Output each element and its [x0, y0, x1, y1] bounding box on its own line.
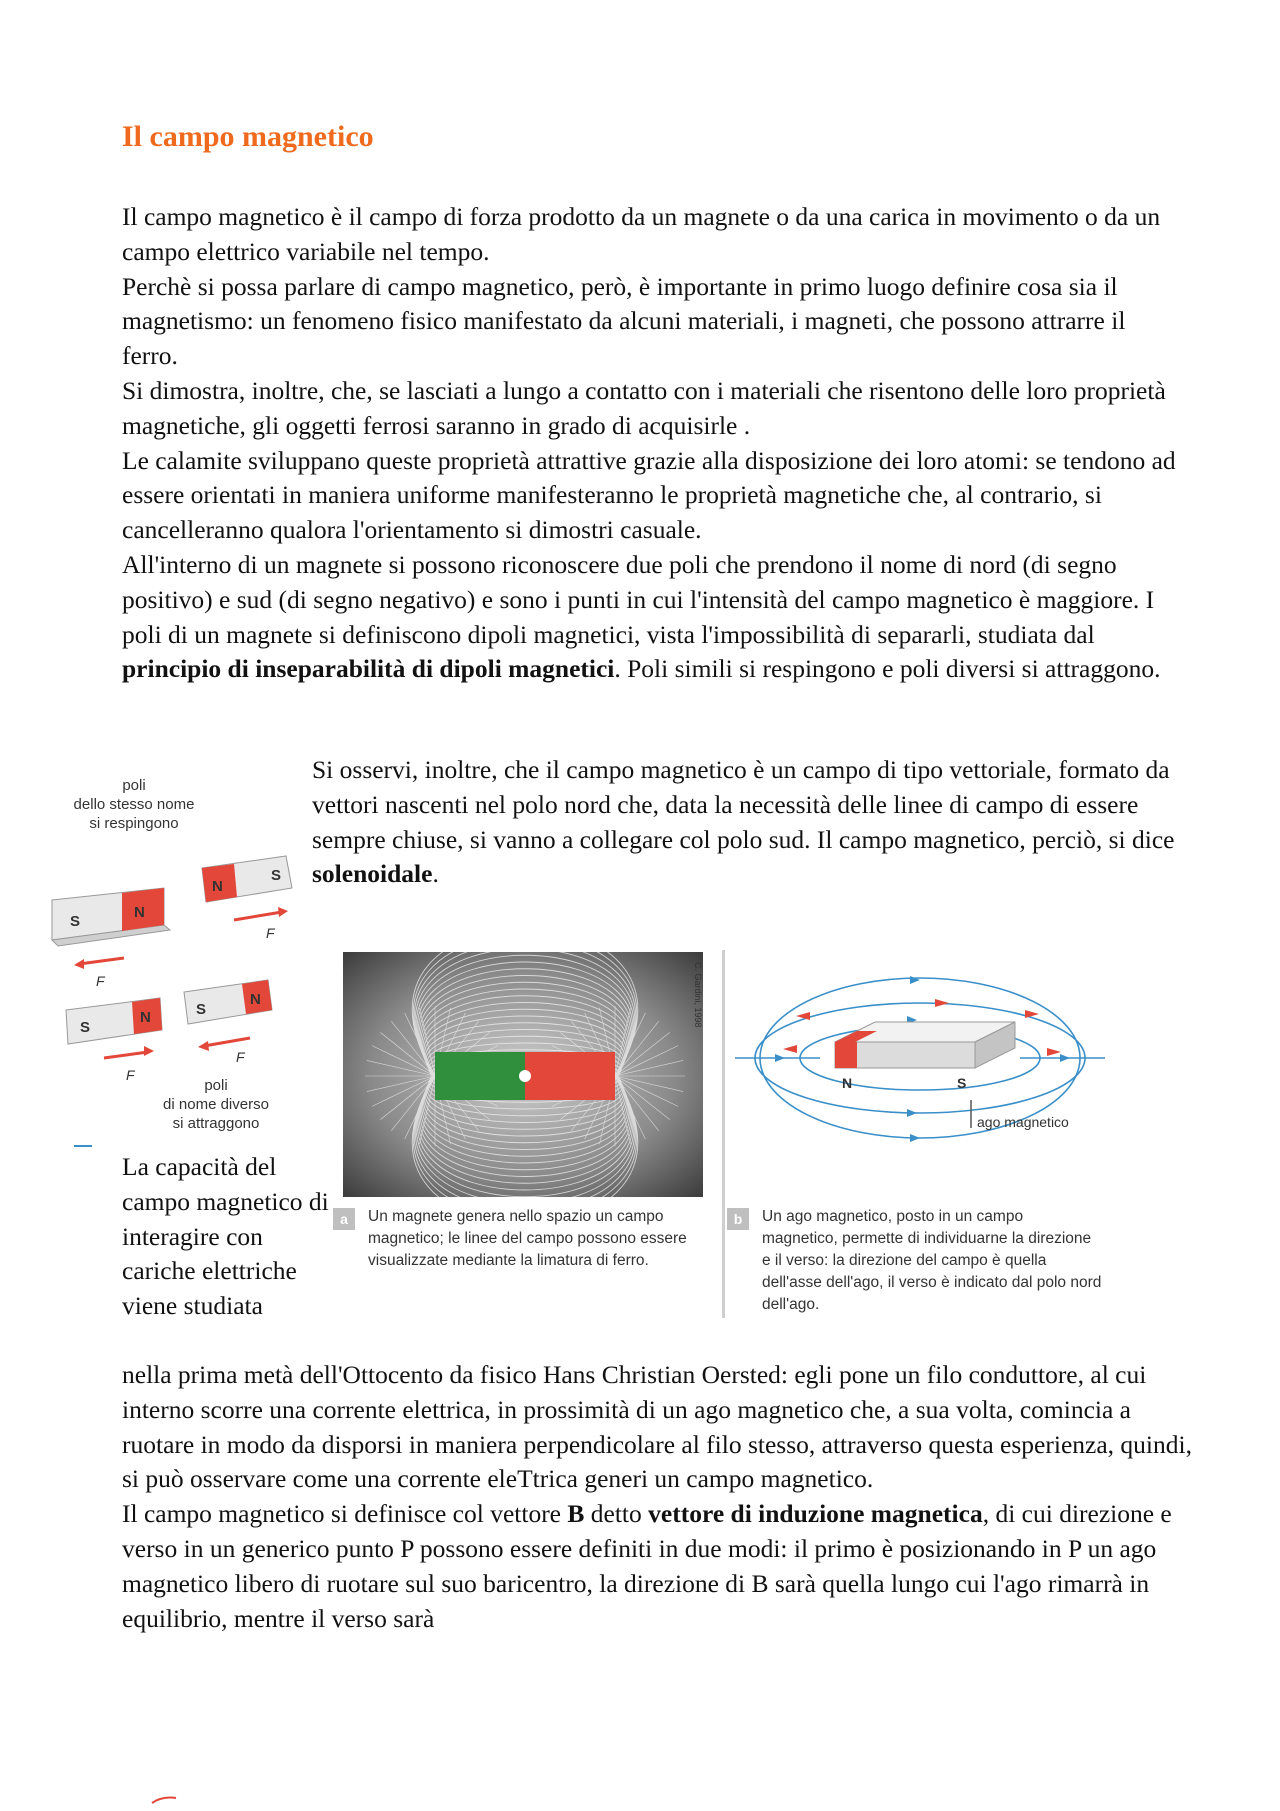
- svg-text:S: S: [196, 1001, 207, 1018]
- arrowhead: [775, 1054, 785, 1062]
- figure-label: dello stesso nome: [73, 796, 195, 813]
- svg-text:N: N: [212, 878, 223, 895]
- oersted-text-block: [122, 1358, 1192, 1636]
- needle-figure: [725, 950, 1115, 1170]
- svg-text:S: S: [70, 913, 81, 930]
- svg-text:F: F: [96, 973, 105, 989]
- svg-text:N: N: [842, 1075, 853, 1091]
- poles-illustration: [44, 770, 294, 1150]
- poles-figure: [44, 770, 294, 1150]
- figure-label: si respingono: [89, 815, 179, 832]
- bar-magnet: [52, 888, 170, 946]
- figure-label: di nome diverso: [163, 1096, 269, 1113]
- paragraph: Si dimostra, inoltre, che, se lasciati a lungo a contatto con i materiali che risentono delle loro proprietà magnetiche, gli oggetti ferrosi saranno in grado di acquisirle .: [122, 375, 1166, 440]
- needle-marker: [935, 999, 949, 1007]
- svg-text:F: F: [236, 1049, 245, 1065]
- arrowhead: [910, 976, 920, 984]
- svg-text:F: F: [126, 1067, 135, 1083]
- bold-term: B: [567, 1499, 585, 1529]
- arrowhead: [910, 1134, 920, 1142]
- footer-mark: [150, 1796, 180, 1804]
- bold-term: solenoidale: [312, 859, 433, 889]
- paragraph: Il campo magnetico si definisce col vettore B detto vettore di induzione magnetica, di cui direzione e verso in un generico punto P possono essere definiti in due modi: il primo è posizionando in P un ago magnetico libero di ruotare sul suo baricentro, la direzione di B sarà quella lungo cui l'ago rimarrà in equilibrio, mentre il verso sarà: [122, 1499, 1172, 1633]
- bar-magnet: [202, 856, 292, 902]
- iron-filings-figure: [343, 952, 703, 1197]
- bar-magnet: [184, 980, 272, 1024]
- magnet-south-half: [435, 1052, 525, 1100]
- paragraph: Le calamite sviluppano queste proprietà attrattive grazie alla disposizione dei loro atomi: se tendono ad essere orientati in maniera uniforme manifesteranno le proprietà magnetiche che, al contrario, si cancelleranno qualora l'orientamento si dimostri casuale.: [122, 445, 1176, 545]
- arrowhead: [1060, 1054, 1070, 1062]
- iron-filings-photo: [343, 952, 703, 1197]
- arrowhead: [278, 907, 288, 917]
- force-arrow: [79, 958, 124, 964]
- photo-credit: C. Gardini, 1998: [693, 962, 703, 1028]
- poles-paragraph: All'interno di un magnete si possono riconoscere due poli che prendono il nome di nord (di segno positivo) e sud (di segno negativo) e sono i punti in cui l'intensità del campo magnetico è maggiore. I poli di un magnete si definiscono dipoli magnetici, vista l'impossibilità di separarli, studiata dal principio di inseparabilità di dipoli magnetici. Poli simili si respingono e poli diversi si attraggono.: [122, 549, 1161, 684]
- figure-label: si attraggono: [172, 1115, 260, 1132]
- svg-text:N: N: [140, 1009, 151, 1026]
- force-arrow: [234, 912, 282, 920]
- magnet-north-half: [525, 1052, 615, 1100]
- page-title: Il campo magnetico: [122, 120, 374, 153]
- arrowhead: [74, 959, 84, 969]
- field-diagram: [725, 950, 1115, 1170]
- vector-paragraph: Si osservi, inoltre, che il campo magnetico è un campo di tipo vettoriale, formato da vettori nascenti nel polo nord che, data la necessità delle linee di campo di essere sempre chiuse, si vanno a collegare col polo sud. Il campo magnetico, perciò, si dice solenoidale.: [312, 755, 1175, 889]
- figure-badge: a: [333, 1208, 355, 1230]
- svg-text:S: S: [271, 867, 282, 884]
- svg-text:S: S: [957, 1075, 967, 1091]
- needle-marker: [783, 1045, 797, 1053]
- arrowhead: [144, 1046, 154, 1056]
- paragraph: Perchè si possa parlare di campo magnetico, però, è importante in primo luogo definire cosa sia il magnetismo: un fenomeno fisico manifestato da alcuni materiali, i magneti, che possono attrarre il ferro.: [122, 271, 1126, 371]
- arrowhead: [198, 1041, 209, 1051]
- svg-text:N: N: [134, 904, 145, 921]
- figure-caption: Un magnete genera nello spazio un campo magnetico; le linee del campo possono essere visualizzate mediante la limatura di ferro.: [368, 1208, 687, 1269]
- figure-label: poli: [204, 1077, 228, 1094]
- needle-label: ago magnetico: [977, 1114, 1069, 1130]
- capacity-paragraph-start: La capacità del campo magnetico di interagire con cariche elettriche viene studiata: [122, 1152, 329, 1321]
- paragraph: Il campo magnetico è il campo di forza prodotto da un magnete o da una carica in movimento o da un campo elettrico variabile nel tempo.: [122, 202, 1161, 266]
- compass-dot: [519, 1070, 531, 1082]
- needle-marker: [1047, 1048, 1061, 1056]
- svg-text:F: F: [266, 925, 275, 941]
- arrowhead: [907, 1109, 917, 1117]
- figure-caption: Un ago magnetico, posto in un campo magnetico, permette di individuarne la direzione e il verso: la direzione del campo è quella dell'asse dell'ago, il verso è indicato dal polo nord dell'ago.: [762, 1208, 1102, 1313]
- figure-badge: b: [727, 1208, 749, 1230]
- bar-magnet: [66, 998, 162, 1044]
- svg-text:N: N: [250, 991, 261, 1008]
- svg-text:S: S: [80, 1019, 91, 1036]
- figure-label: poli: [122, 777, 146, 794]
- force-arrow: [104, 1052, 148, 1058]
- paragraph: nella prima metà dell'Ottocento da fisico Hans Christian Oersted: egli pone un filo conduttore, al cui interno scorre una corrente elettrica, in prossimità di un ago magnetico che, a sua volta, comincia a ruotare in modo da disporsi in maniera perpendicolare al filo stesso, attraverso questa esperienza, quindi, si può osservare come una corrente eleTtrica generi un campo magnetico.: [122, 1360, 1192, 1494]
- bold-term: principio di inseparabilità di dipoli magnetici: [122, 654, 615, 684]
- intro-text-block: [122, 200, 1182, 687]
- force-arrow: [204, 1038, 250, 1046]
- bar-magnet: [835, 1022, 1015, 1091]
- bold-term: vettore di induzione magnetica: [648, 1499, 983, 1529]
